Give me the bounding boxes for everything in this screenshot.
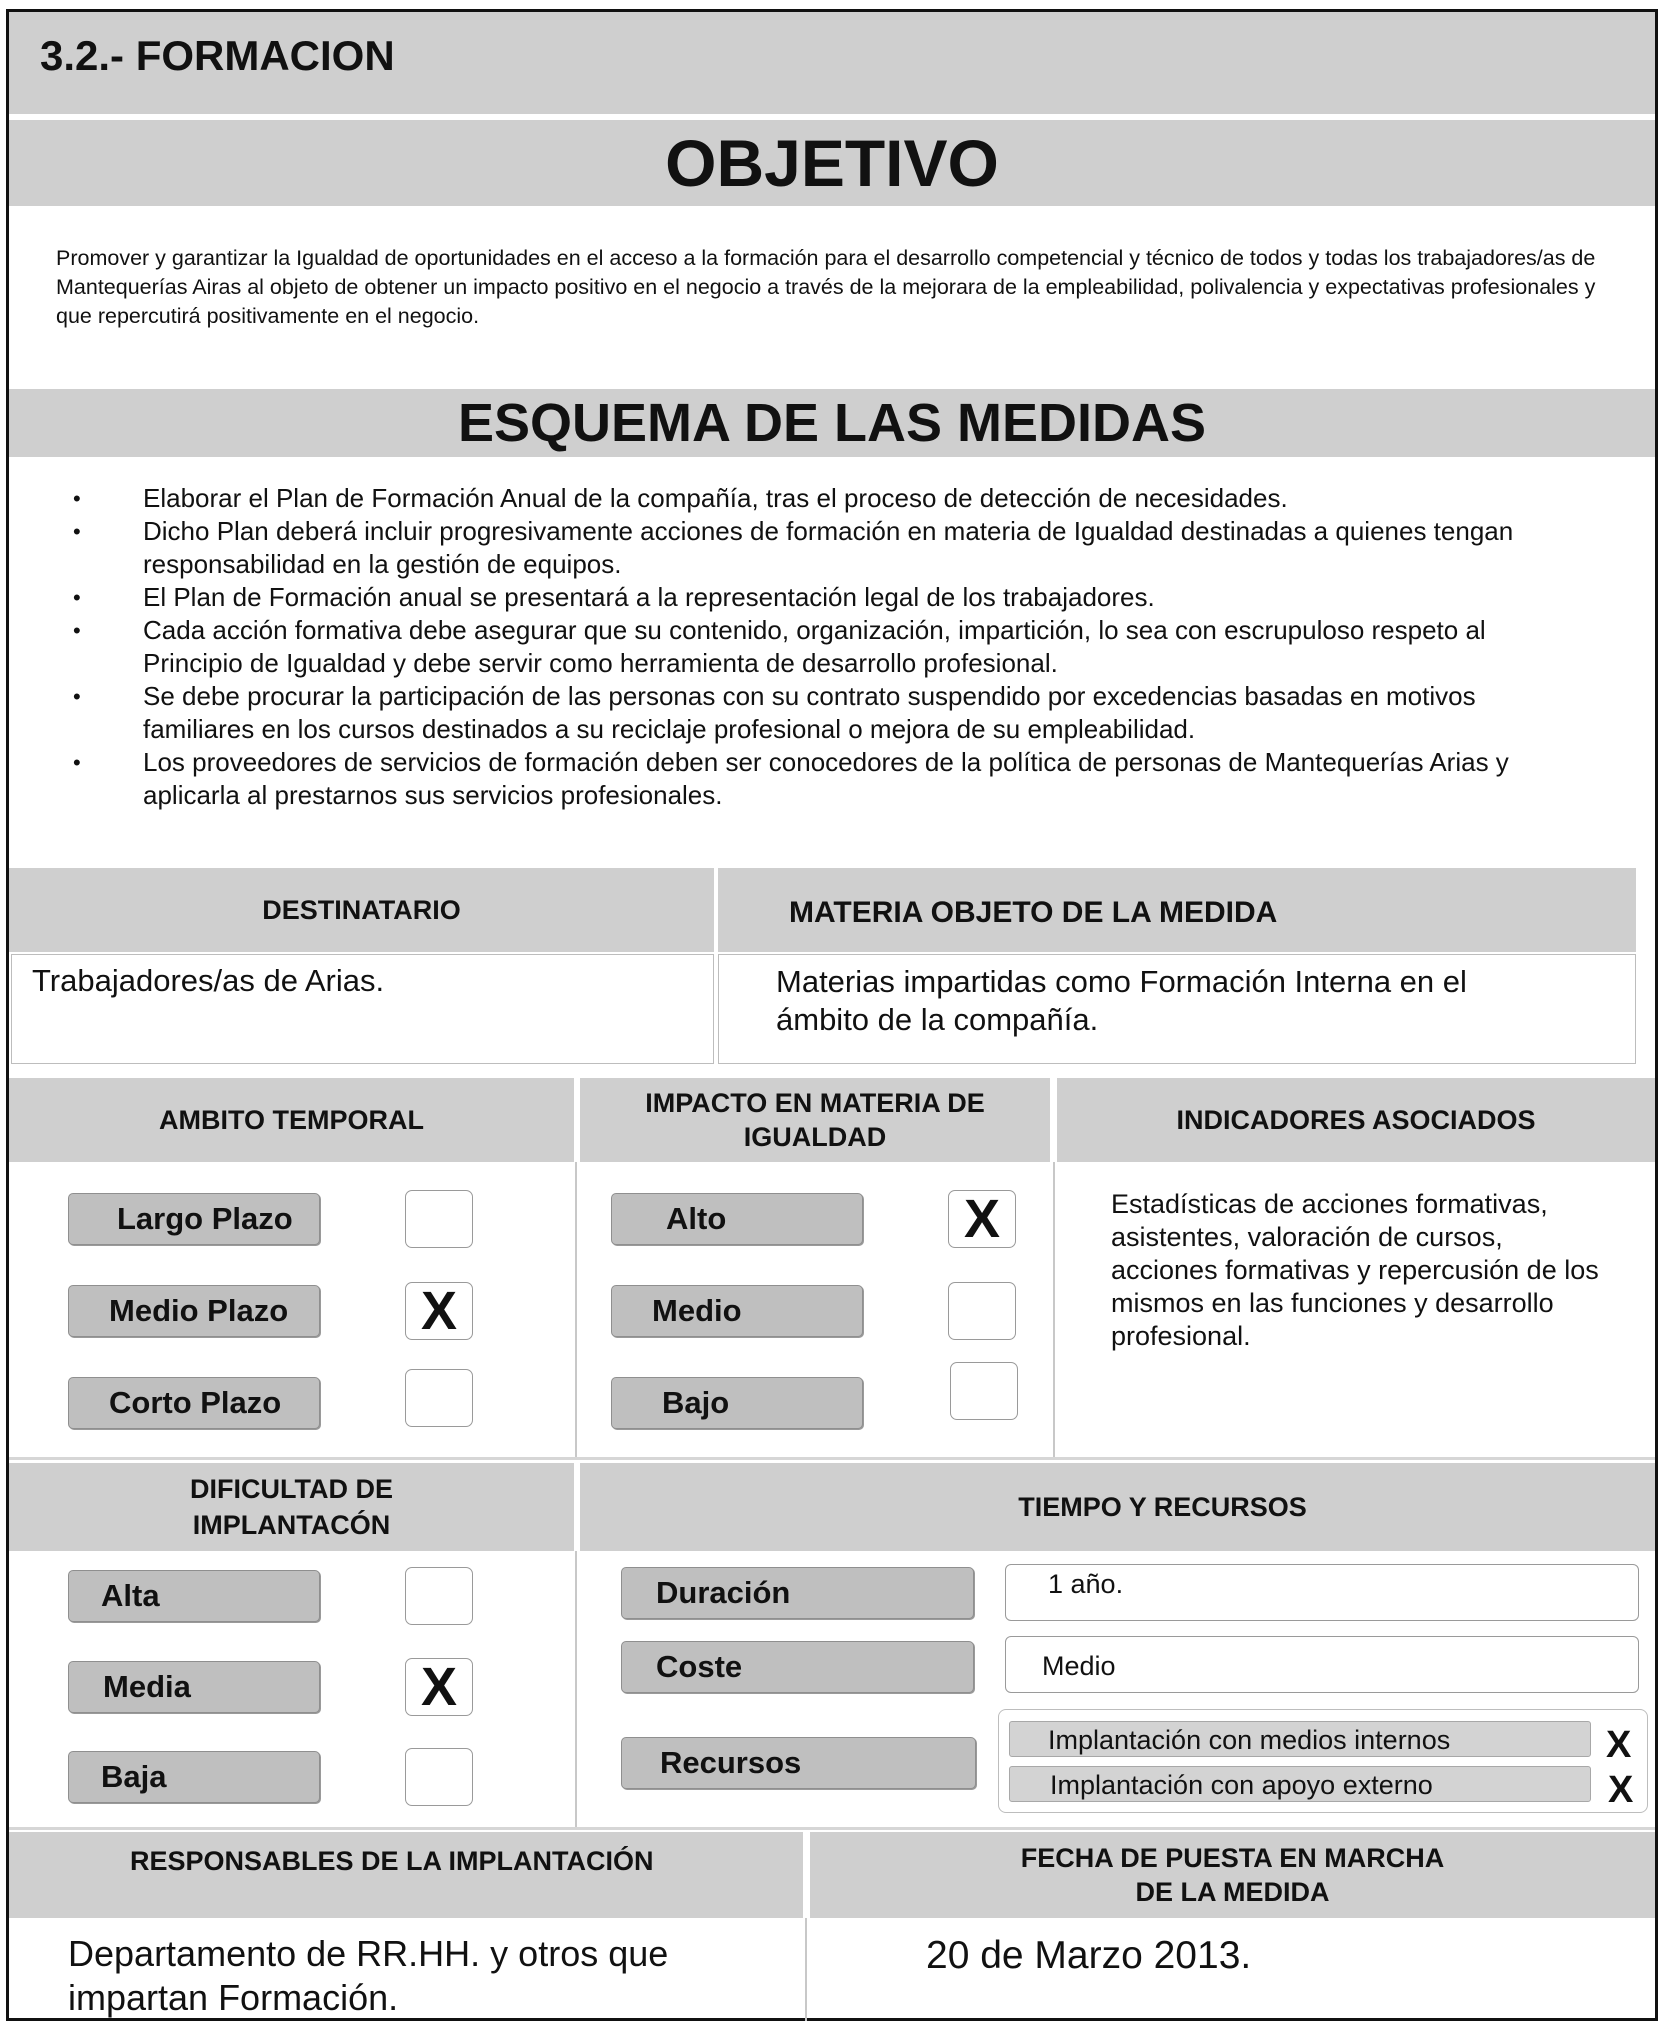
recursos-panel [998,1709,1648,1813]
recurso-medios-internos[interactable]: Implantación con medios internos [1009,1721,1591,1757]
section-title-bar [9,12,1655,114]
dificultad-heading: DIFICULTAD DE IMPLANTACÓN [9,1463,574,1551]
destinatario-value: Trabajadores/as de Arias. [32,963,385,998]
option-corto-plazo[interactable]: Corto Plazo [68,1377,320,1429]
objetivo-heading-text: OBJETIVO [665,126,999,200]
responsables-value: Departamento de RR.HH. y otros que impartan Formación. [68,1933,669,2018]
section-title: 3.2.- FORMACION [40,32,395,79]
mark-medios-internos[interactable]: X [1606,1724,1632,1766]
tiempo-heading: TIEMPO Y RECURSOS [580,1463,1655,1551]
divider [575,1551,577,1827]
checkbox-largo-plazo[interactable] [405,1190,473,1248]
checkbox-corto-plazo[interactable] [405,1369,473,1427]
divider [1053,1162,1055,1457]
coste-field[interactable] [1005,1636,1639,1693]
recurso-apoyo-externo[interactable]: Implantación con apoyo externo [1009,1766,1591,1802]
esquema-list [73,482,1583,812]
duracion-label: Duración [621,1567,974,1619]
materia-cell [718,954,1636,1064]
materia-heading: MATERIA OBJETO DE LA MEDIDA [718,868,1636,952]
fecha-value: 20 de Marzo 2013. [926,1934,1252,1977]
option-medio-plazo[interactable]: Medio Plazo [68,1285,320,1337]
option-baja[interactable]: Baja [68,1751,320,1803]
fecha-heading: FECHA DE PUESTA EN MARCHA DE LA MEDIDA [810,1832,1655,1918]
checkbox-alto[interactable]: X [948,1190,1016,1248]
divider [9,1827,1655,1830]
option-alto[interactable]: Alto [611,1193,863,1245]
divider [575,1162,577,1457]
duracion-field[interactable] [1005,1564,1639,1621]
checkbox-medio-plazo[interactable]: X [405,1282,473,1340]
objetivo-text: Promover y garantizar la Igualdad de oportunidades en el acceso a la formación para el desarrollo competencial y técnico de todos y todas los trabajadores/as de Mantequerías Airas al objeto de obtener un impacto positivo en el negocio a través de la mejorara de la empleabilidad, polivalencia y expectativas profesionales y que repercutirá positivamente en el negocio. [56,246,1596,328]
option-largo-plazo[interactable]: Largo Plazo [68,1193,320,1245]
checkbox-alta[interactable] [405,1567,473,1625]
objetivo-heading [9,120,1655,206]
list-item: • Los proveedores de servicios de formación deben ser conocedores de la política de personas de Mantequerías Arias y aplicarla al prestarnos sus servicios profesionales. [73,747,1509,810]
destinatario-heading: DESTINATARIO [9,868,714,952]
checkbox-media[interactable]: X [405,1658,473,1716]
list-item: • Elaborar el Plan de Formación Anual de la compañía, tras el proceso de detección de necesidades. [73,483,1288,513]
materia-value: Materias impartidas como Formación Interna en el ámbito de la compañía. [776,964,1467,1037]
option-alta[interactable]: Alta [68,1570,320,1622]
checkbox-medio[interactable] [948,1282,1016,1340]
duracion-value: 1 año. [1048,1569,1124,1599]
list-item: • Se debe procurar la participación de las personas con su contrato suspendido por excedencias basadas en motivos familiares en los cursos destinados a su reciclaje profesional o mejora de su empleabilidad. [73,681,1476,744]
divider [805,1918,807,2021]
list-item: • Dicho Plan deberá incluir progresivamente acciones de formación en materia de Igualdad destinadas a quienes tengan responsabilidad en la gestión de equipos. [73,516,1514,579]
indicadores-heading: INDICADORES ASOCIADOS [1057,1078,1655,1162]
destinatario-cell [11,954,714,1064]
indicadores-text: Estadísticas de acciones formativas, asistentes, valoración de cursos, acciones formativas y repercusión de los mismos en las funciones y desarrollo profesional. [1111,1189,1599,1351]
recursos-label: Recursos [621,1737,976,1789]
option-medio[interactable]: Medio [611,1285,863,1337]
checkbox-baja[interactable] [405,1748,473,1806]
divider [9,1457,1655,1460]
ambito-heading: AMBITO TEMPORAL [9,1078,574,1162]
coste-value: Medio [1042,1651,1116,1681]
impacto-heading: IMPACTO EN MATERIA DE IGUALDAD [580,1078,1050,1162]
list-item: • El Plan de Formación anual se presentará a la representación legal de los trabajadores. [73,582,1155,612]
esquema-heading [9,389,1655,457]
mark-apoyo-externo[interactable]: X [1608,1769,1634,1811]
checkbox-bajo[interactable] [950,1362,1018,1420]
esquema-heading-text: ESQUEMA DE LAS MEDIDAS [457,393,1207,453]
option-media[interactable]: Media [68,1661,320,1713]
responsables-heading: RESPONSABLES DE LA IMPLANTACIÓN [9,1832,803,1918]
list-item: • Cada acción formativa debe asegurar que su contenido, organización, impartición, lo sea con escrupuloso respeto al Principio de Igualdad y debe servir como herramienta de desarrollo profesional. [73,615,1486,678]
option-bajo[interactable]: Bajo [611,1377,863,1429]
coste-label: Coste [621,1641,974,1693]
